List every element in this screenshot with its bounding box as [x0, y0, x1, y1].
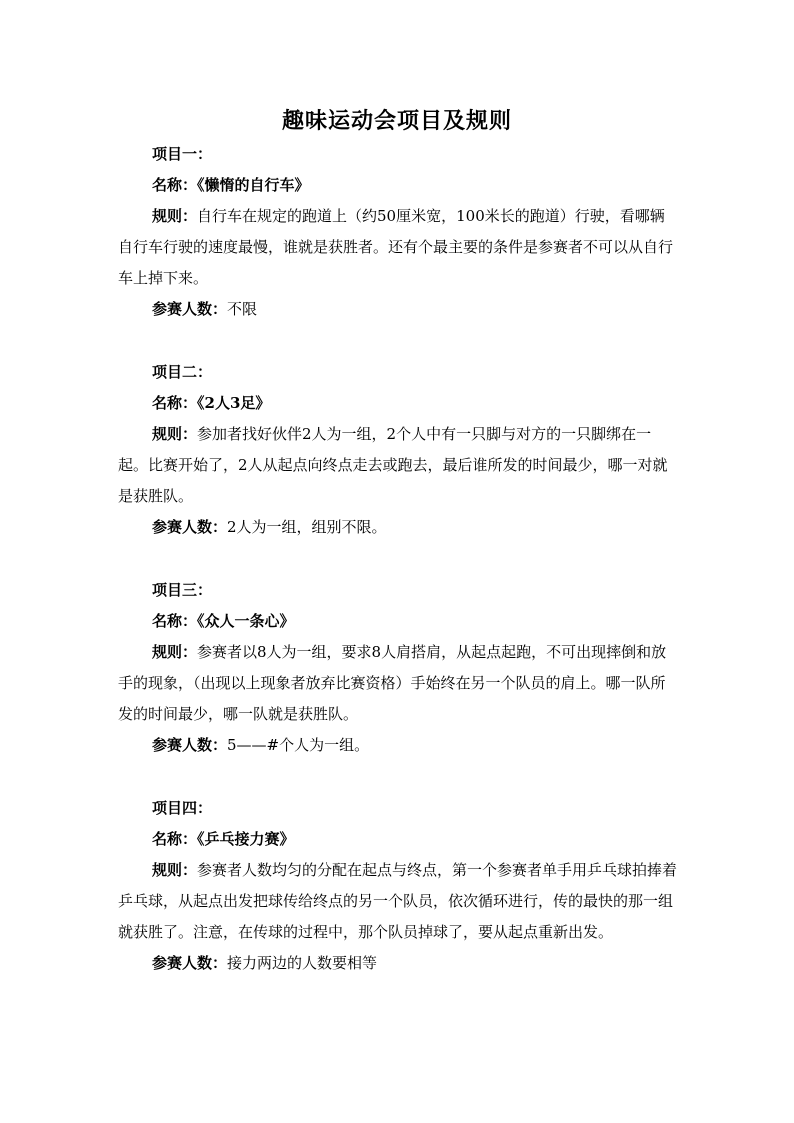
count-value: 接力两边的人数要相等 [227, 954, 378, 972]
section-heading: 项目四： [152, 799, 213, 817]
section-1 [118, 139, 678, 325]
participant-count [118, 730, 678, 761]
count-label: 参赛人数： [152, 518, 228, 536]
name-label: 名称： [152, 830, 198, 848]
rule-paragraph [118, 637, 678, 730]
rule-text: 参加者找好伙伴2人为一组，2个人中有一只脚与对方的一只脚绑在一起。比赛开始了，2人从起点向终点走去或跑去，最后谁所发的时间最少，哪一对就是获胜队。 [118, 425, 668, 505]
count-label: 参赛人数： [152, 736, 228, 754]
document-title: 趣味运动会项目及规则 [281, 108, 512, 134]
name-label: 名称： [152, 612, 198, 630]
rule-paragraph [118, 855, 678, 948]
item-name [118, 170, 678, 201]
section-heading: 项目三： [152, 581, 213, 599]
rule-label: 规则： [152, 425, 198, 443]
section-4 [118, 793, 678, 979]
rule-text: 参赛者人数均匀的分配在起点与终点，第一个参赛者单手用乒乓球拍捧着乒乓球，从起点出发把球传给终点的另一个队员，依次循环进行，传的最快的那一组就获胜了。注意，在传球的过程中，那个队员掉球了，要从起点重新出发。 [118, 861, 678, 941]
name-label: 名称： [152, 394, 198, 412]
name-value: 《乒乓接力赛》 [197, 830, 295, 848]
rule-label: 规则： [152, 207, 198, 225]
rule-paragraph [118, 419, 678, 512]
count-label: 参赛人数： [152, 300, 228, 318]
participant-count [118, 294, 678, 325]
name-value: 《懒惰的自行车》 [197, 176, 310, 194]
item-name [118, 606, 678, 637]
count-value: 不限 [227, 300, 258, 318]
name-label: 名称： [152, 176, 198, 194]
count-value: 5——#个人为一组。 [227, 736, 370, 754]
section-heading: 项目二： [152, 363, 213, 381]
rule-text: 参赛者以8人为一组，要求8人肩搭肩，从起点起跑，不可出现摔倒和放手的现象，（出现以上现象者放弃比赛资格）手始终在另一个队员的肩上。哪一队所发的时间最少，哪一队就是获胜队。 [118, 643, 667, 723]
count-label: 参赛人数： [152, 954, 228, 972]
section-3 [118, 575, 678, 761]
rule-paragraph [118, 201, 678, 294]
count-value: 2人为一组，组别不限。 [227, 518, 387, 536]
name-value: 《2人3足》 [197, 394, 271, 412]
rule-label: 规则： [152, 861, 198, 879]
item-name [118, 824, 678, 855]
rule-text: 自行车在规定的跑道上（约50厘米宽，100米长的跑道）行驶，看哪辆自行车行驶的速度最慢，谁就是获胜者。还有个最主要的条件是参赛者不可以从自行车上掉下来。 [118, 207, 674, 287]
section-heading: 项目一： [152, 145, 213, 163]
name-value: 《众人一条心》 [197, 612, 295, 630]
section-2 [118, 357, 678, 543]
rule-label: 规则： [152, 643, 198, 661]
participant-count [118, 948, 678, 979]
participant-count [118, 512, 678, 543]
item-name [118, 388, 678, 419]
